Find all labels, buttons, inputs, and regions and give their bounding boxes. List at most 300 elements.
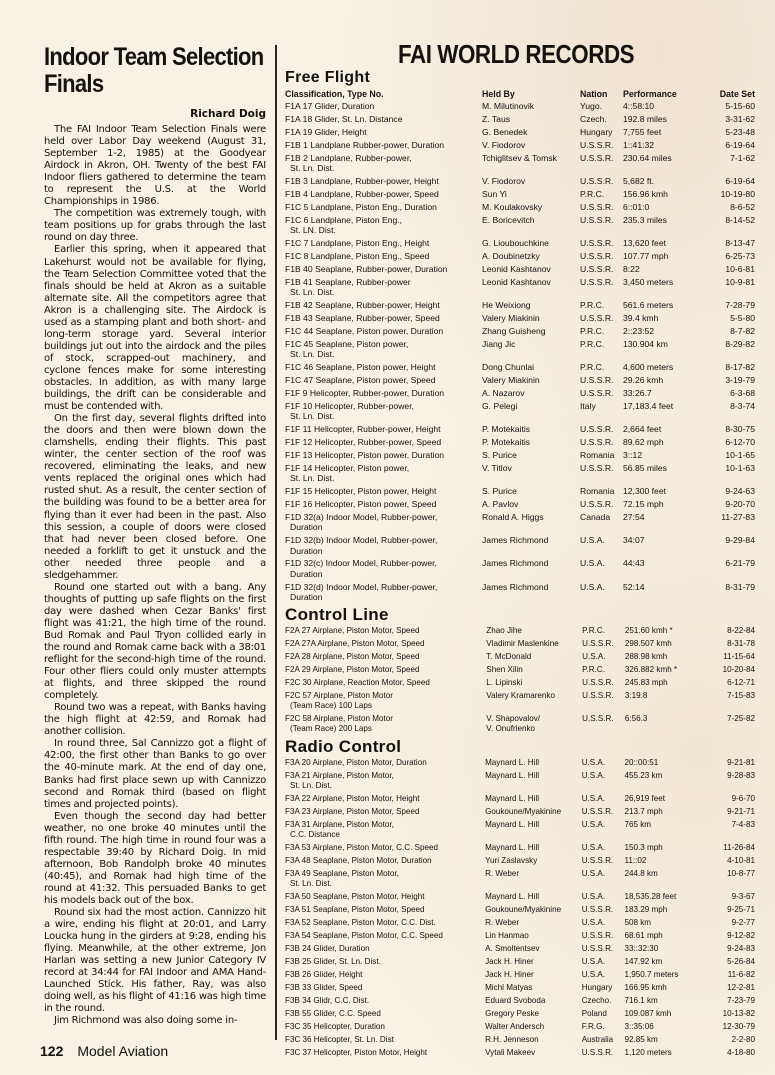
performance-cell: 288.98 kmh [624, 651, 668, 661]
classification-cell [285, 512, 482, 535]
classification-subtext: St. Ln. Dist. [290, 287, 335, 298]
nation-cell: P.R.C. [580, 362, 605, 373]
table-row [285, 970, 755, 983]
nation-cell: P.R.C. [582, 625, 605, 635]
classification-text: F3A 53 Airplane, Piston Motor, C.C. Speed [285, 843, 438, 853]
date-set-cell: 6-12-71 [727, 677, 755, 687]
held-by-cell [486, 691, 582, 714]
date-set-cell: 11-15-64 [723, 651, 755, 661]
nation-cell: U.S.A. [581, 793, 606, 803]
nation-cell: U.S.S.R. [580, 215, 614, 226]
article-paragraph: Jim Richmond was also doing some in- [54, 1015, 238, 1027]
held-by-text: Goukoune/Myakinine [485, 806, 562, 816]
nation-cell: Poland [581, 1008, 607, 1018]
table-row [285, 499, 755, 512]
held-by-text: G. Pelegi [482, 401, 518, 412]
held-by-cell [485, 771, 582, 794]
held-by-text: R. Weber [485, 918, 520, 927]
held-by-cell [486, 626, 582, 639]
held-by-text: Walter Andersch [485, 1021, 545, 1031]
held-by-text: Michl Matyas [485, 982, 533, 992]
table-row [285, 983, 755, 996]
classification-cell [285, 127, 482, 140]
date-set-cell: 8-6-52 [730, 202, 755, 213]
classification-cell [285, 771, 485, 794]
held-by-text: Leonid Kashtanov [482, 277, 551, 288]
table-row [285, 714, 755, 737]
nation-cell: U.S.A. [580, 558, 605, 569]
classification-cell [285, 339, 482, 362]
nation-cell: U.S.S.R. [580, 499, 614, 510]
table-row [285, 362, 755, 375]
held-by-text: V. Titlov [482, 463, 512, 474]
held-by-cell [486, 714, 582, 737]
held-by-cell [482, 512, 580, 535]
classification-cell [285, 758, 485, 771]
performance-cell: 7,755 feet [623, 127, 662, 138]
classification-text: F3A 20 Airplane, Piston Motor, Duration [285, 757, 427, 767]
held-by-text: Z. Taus [482, 114, 511, 125]
held-by-text: Zhao Jihe [486, 625, 522, 635]
table-row [285, 339, 755, 362]
held-by-text: Goukoune/Myakinine [485, 905, 562, 915]
nation-cell: U.S.A. [581, 770, 606, 780]
performance-cell: 326.882 kmh * [624, 664, 678, 674]
classification-cell [285, 652, 486, 665]
held-by-cell [482, 558, 580, 581]
classification-text: F1C 44 Seaplane, Piston power, Duration [285, 326, 444, 337]
article-paragraph: Round two was a repeat, with Banks having the high flight at 42:59, and Romak had another collision. [44, 702, 266, 738]
section-title: Control Line [285, 604, 389, 624]
performance-cell: 3::35:06 [624, 1021, 654, 1031]
classification-text: F3A 54 Seaplane, Piston Motor, C.C. Speed [285, 930, 443, 940]
held-by-cell [482, 277, 580, 300]
classification-text: F1A 19 Glider, Height [285, 127, 367, 138]
table-row [285, 424, 755, 437]
held-by-cell [485, 918, 582, 931]
performance-cell: 244.8 km [624, 868, 658, 878]
table-row [285, 251, 755, 264]
article-byline: Richard Doig [190, 108, 266, 120]
date-set-cell: 10-19-80 [720, 189, 755, 200]
nation-cell: U.S.S.R. [580, 313, 614, 324]
classification-text: F1D 32(a) Indoor Model, Rubber-power, [285, 512, 438, 523]
classification-text: F2A 27A Airplane, Piston Motor, Speed [285, 638, 425, 648]
classification-cell [285, 437, 482, 450]
held-by-text: G. Benedek [482, 127, 528, 138]
held-by-cell [482, 140, 580, 153]
performance-cell: 52:14 [623, 581, 645, 592]
classification-cell [285, 639, 486, 652]
nation-cell: P.R.C. [580, 326, 605, 337]
classification-cell [285, 970, 485, 983]
table-row [285, 535, 755, 558]
classification-text: F3A 23 Airplane, Piston Motor, Speed [285, 806, 420, 816]
date-set-cell: 7-28-79 [725, 300, 755, 311]
classification-subtext: (Team Race) 200 Laps [290, 723, 372, 733]
performance-cell: 72.15 mph [623, 499, 664, 510]
classification-text: F3B 55 Glider, C.C. Speed [285, 1008, 381, 1018]
nation-cell: U.S.S.R. [581, 1047, 614, 1057]
date-set-cell: 9-3-67 [731, 892, 755, 902]
held-by-text: R.H. Jenneson [485, 1034, 539, 1044]
classification-text: F2A 29 Airplane, Piston Motor, Speed [285, 664, 420, 674]
classification-text: F1B 42 Seaplane, Rubber-power, Height [285, 300, 440, 311]
performance-cell: 109.087 kmh [624, 1008, 672, 1018]
held-by-cell [482, 313, 580, 326]
classification-cell [285, 313, 482, 326]
classification-cell [285, 892, 485, 905]
table-row [285, 652, 755, 665]
nation-cell: U.S.S.R. [580, 277, 614, 288]
performance-cell: 89.62 mph [623, 437, 664, 448]
nation-cell: P.R.C. [580, 189, 605, 200]
article-paragraph: In round three, Sal Cannizzo got a flight of 42:00, the first other than Banks to go over the 40-minute mark. At the end of day one, Banks had first place sewn up with Cannizzo second and Romak third (based on flight times and projected points). [44, 738, 266, 810]
held-by-text: Valery Miakinin [482, 313, 540, 324]
table-row [285, 401, 755, 424]
table-row [285, 375, 755, 388]
held-by-cell [482, 535, 580, 558]
performance-cell: 4::58:10 [623, 101, 655, 112]
classification-cell [285, 375, 482, 388]
date-set-cell: 10-1-63 [725, 463, 755, 474]
classification-text: F3C 36 Helicopter, St. Ln. Dist [285, 1034, 394, 1044]
held-by-text: Eduard Svoboda [485, 995, 546, 1005]
date-set-cell: 5-23-48 [725, 127, 755, 138]
held-by-text: Maynard L. Hill [485, 757, 540, 767]
classification-cell [285, 388, 482, 401]
held-by-cell [482, 437, 580, 450]
article-column [44, 44, 266, 1028]
performance-cell: 147.92 km [624, 956, 663, 966]
classification-text: F1B 41 Seaplane, Rubber-power [285, 277, 411, 288]
held-by-text: Valery Kramarenko [486, 690, 555, 700]
held-by-text: Zhang Guisheng [482, 326, 546, 337]
classification-cell [285, 918, 485, 931]
table-row [285, 918, 755, 931]
classification-cell [285, 931, 485, 944]
classification-cell [285, 1009, 485, 1022]
performance-cell: 29.26 kmh [623, 375, 664, 386]
held-by-text: Jack H. Hiner [485, 969, 534, 979]
held-by-text: S. Purice [482, 486, 517, 497]
classification-text: F1C 46 Seaplane, Piston power, Height [285, 362, 436, 373]
held-by-text: Maynard L. Hill [485, 793, 540, 803]
classification-text: F2C 58 Airplane, Piston Motor [285, 713, 393, 723]
nation-cell: U.S.S.R. [580, 251, 614, 262]
classification-cell [285, 401, 482, 424]
performance-cell: 27:54 [623, 512, 645, 523]
held-by-cell [485, 794, 582, 807]
held-by-cell [485, 944, 582, 957]
performance-cell: 11::02 [624, 855, 647, 865]
date-set-cell: 4-18-80 [727, 1047, 755, 1057]
classification-cell [285, 251, 482, 264]
classification-text: F1D 32(c) Indoor Model, Rubber-power, [285, 558, 437, 569]
classification-cell [285, 424, 482, 437]
held-by-text: E. Boricevitch [482, 215, 535, 226]
performance-cell: 765 km [624, 819, 652, 829]
table-row [285, 807, 755, 820]
records-table [285, 89, 755, 605]
held-by-text: A. Smoltentsev [485, 943, 540, 953]
classification-cell [285, 794, 485, 807]
nation-cell: P.R.C. [580, 339, 605, 350]
table-row [285, 558, 755, 581]
date-set-cell: 3-19-79 [725, 375, 755, 386]
classification-subtext: C.C. Distance [290, 830, 340, 840]
date-set-cell: 7-1-62 [730, 153, 755, 164]
classification-cell [285, 843, 485, 856]
nation-cell: F.R.G. [581, 1021, 605, 1031]
classification-subtext: St. Ln. Dist. [290, 473, 335, 484]
held-by-text: Sun Yi [482, 189, 507, 200]
classification-cell [285, 486, 482, 499]
held-by-cell [485, 758, 582, 771]
performance-cell: 44:43 [623, 558, 645, 569]
classification-text: F1D 32(b) Indoor Model, Rubber-power, [285, 535, 438, 546]
classification-cell [285, 114, 482, 127]
date-set-cell: 2-2-80 [731, 1034, 755, 1044]
article-paragraph: Even though the second day had better weather, no one broke 40 minutes until the fifth round. The high time in round four was a respectable 39:40 by Richard Doig. In mid afternoon, Bob Randolph broke 40 minutes (40:45), and Romak had high time of the round at 41:32. This persuaded Banks to get his models back out of the box. [44, 810, 266, 906]
held-by-text: Maynard L. Hill [485, 819, 540, 829]
held-by-cell [482, 582, 580, 605]
held-by-cell [485, 970, 582, 983]
section-title: Radio Control [285, 736, 402, 756]
article-title: Indoor Team Selection Finals [44, 43, 264, 98]
article-paragraph: Round six had the most action. Cannizzo hit a wire, ending his flight at 20:01, and Larry Loucka hung in the girders at 9:28, ending his flying. Meanwhile, at the other extreme, Jon Harlan was setting a new Junior Category IV record at 34:44 for FAI Indoor and AMA Hand-Launched Stick. His father, Ray, was also doing well, as his flight of 41:16 was high time in the round. [44, 907, 266, 1015]
date-set-cell: 9-28-83 [727, 770, 755, 780]
date-set-cell: 9-21-71 [727, 806, 755, 816]
nation-cell: U.S.S.R. [580, 437, 614, 448]
classification-text: F1F 15 Helicopter, Piston power, Height [285, 486, 437, 497]
classification-text: F3A 31 Airplane, Piston Motor, [285, 819, 394, 829]
classification-cell [285, 463, 482, 486]
held-by-text: Maynard L. Hill [485, 892, 540, 902]
held-by-text: Ronald A. Higgs [482, 512, 544, 523]
performance-cell: 298.507 kmh [624, 638, 672, 648]
classification-cell [285, 140, 482, 153]
held-by-text: G. Lioubouchkine [482, 238, 549, 249]
held-by-cell [485, 1022, 582, 1035]
classification-text: F1C 45 Seaplane, Piston power, [285, 339, 409, 350]
performance-cell: 34:07 [623, 535, 645, 546]
table-row [285, 189, 755, 202]
held-by-cell [482, 300, 580, 313]
date-set-cell: 9-24-83 [727, 943, 755, 953]
nation-cell: Yugo. [580, 101, 602, 112]
classification-cell [285, 238, 482, 251]
held-by-text: Lin Hanmao [485, 930, 529, 940]
nation-cell: U.S.S.R. [581, 855, 614, 865]
classification-text: F1C 6 Landplane, Piston Eng., [285, 215, 403, 226]
performance-cell: 2::23:52 [623, 326, 655, 337]
performance-cell: 33:26.7 [623, 388, 652, 399]
nation-cell: Hungary [581, 982, 613, 992]
magazine-name: Model Aviation [77, 1043, 169, 1059]
date-set-cell: 5-26-84 [727, 956, 755, 966]
held-by-cell [485, 856, 582, 869]
classification-cell [285, 1035, 485, 1048]
performance-cell: 26,919 feet [624, 793, 665, 803]
date-set-cell: 11-6-82 [727, 969, 755, 979]
table-row [285, 264, 755, 277]
performance-cell: 3,450 meters [623, 277, 674, 288]
held-by-cell [486, 678, 582, 691]
date-set-cell: 9-24-63 [725, 486, 755, 497]
article-paragraph: On the first day, several flights drifted into the doors and then were blown down the clamshells, ending their flights. This past winter, the center section of the roof was recovered, eliminating the leaks, and new vents replaced the original ones which had rusted shut. As a result, the center section of the building was found to be a better area for flying than it ever had been in the past. Also this session, a couple of doors were closed that had never been closed before. One needed a forklift to get it unstuck and the other needed three people and a sledgehammer. [44, 413, 266, 581]
column-header: Classification, Type No. [285, 89, 384, 99]
performance-cell: 716.1 km [624, 995, 658, 1005]
nation-cell: U.S.S.R. [580, 140, 614, 151]
classification-subtext: St. Ln. Dist. [290, 879, 332, 889]
held-by-cell [485, 807, 582, 820]
classification-cell [285, 996, 485, 1009]
held-by-cell [482, 238, 580, 251]
classification-text: F3C 35 Helicopter, Duration [285, 1021, 385, 1031]
classification-cell [285, 450, 482, 463]
performance-cell: 68.61 mph [624, 930, 663, 940]
held-by-cell [482, 499, 580, 512]
nation-cell: U.S.S.R. [580, 153, 614, 164]
classification-text: F1C 5 Landplane, Piston Eng., Duration [285, 202, 437, 213]
table-row [285, 388, 755, 401]
table-row [285, 238, 755, 251]
held-by-text: He Weixiong [482, 300, 531, 311]
table-row [285, 869, 755, 892]
held-by-text: Valery Miakinin [482, 375, 540, 386]
classification-text: F3A 21 Airplane, Piston Motor, [285, 770, 394, 780]
held-by-cell [482, 388, 580, 401]
nation-cell: P.R.C. [582, 664, 605, 674]
performance-cell: 150.3 mph [624, 843, 663, 853]
table-row [285, 665, 755, 678]
performance-cell: 5,682 ft. [623, 176, 655, 187]
date-set-cell: 8-30-75 [725, 424, 755, 435]
nation-cell: Czecho. [581, 995, 612, 1005]
nation-cell: U.S.S.R. [582, 713, 614, 723]
classification-text: F1F 16 Helicopter, Piston power, Speed [285, 499, 437, 510]
classification-cell [285, 691, 486, 714]
table-row [285, 678, 755, 691]
article-paragraph: The competition was extremely tough, with team positions up for grabs through the last round on day three. [44, 208, 266, 244]
classification-subtext: Duration [290, 522, 323, 533]
held-by-cell [482, 486, 580, 499]
table-row [285, 114, 755, 127]
held-by-cell [485, 1048, 582, 1061]
date-set-cell: 10-6-81 [725, 264, 755, 275]
date-set-cell: 8-31-78 [727, 638, 755, 648]
held-by-text: Gregory Peske [485, 1008, 540, 1018]
performance-cell: 92.85 km [624, 1034, 658, 1044]
date-set-cell: 5-15-60 [725, 101, 755, 112]
held-by-cell [482, 362, 580, 375]
held-by-cell [482, 450, 580, 463]
classification-text: F3B 26 Glider, Height [285, 969, 363, 979]
held-by-text: A. Pavlov [482, 499, 519, 510]
nation-cell: U.S.S.R. [580, 176, 614, 187]
column-header: Date Set [719, 89, 755, 99]
classification-cell [285, 535, 482, 558]
table-row [285, 957, 755, 970]
date-set-cell: 10-1-65 [725, 450, 755, 461]
held-by-text: A. Doubinetzky [482, 251, 540, 262]
date-set-cell: 11-26-84 [723, 843, 755, 853]
performance-cell: 130.904 km [623, 339, 668, 350]
performance-cell: 1,120 meters [624, 1047, 672, 1057]
nation-cell: U.S.S.R. [581, 943, 614, 953]
nation-cell: U.S.S.R. [582, 638, 614, 648]
classification-cell [285, 957, 485, 970]
nation-cell: U.S.A. [582, 651, 606, 661]
classification-cell [285, 582, 482, 605]
classification-text: F3A 51 Seaplane, Piston Motor, Speed [285, 905, 425, 915]
date-set-cell: 7-25-82 [727, 713, 755, 723]
held-by-text: Maynard L. Hill [485, 843, 540, 853]
held-by-cell [485, 957, 582, 970]
performance-cell: 12,300 feet [623, 486, 667, 497]
classification-cell [285, 300, 482, 313]
nation-cell: U.S.S.R. [582, 677, 614, 687]
date-set-cell: 7-15-83 [727, 690, 755, 700]
classification-cell [285, 626, 486, 639]
table-row [285, 127, 755, 140]
held-by-text: James Richmond [482, 535, 549, 546]
table-row [285, 313, 755, 326]
held-by-text: P. Motekaitis [482, 424, 531, 435]
held-by-text: M. Milutinovik [482, 101, 535, 112]
nation-cell: U.S.S.R. [580, 264, 614, 275]
classification-text: F1B 1 Landplane Rubber-power, Duration [285, 140, 445, 151]
table-row [285, 771, 755, 794]
classification-cell [285, 1022, 485, 1035]
classification-text: F1F 12 Helicopter, Rubber-power, Speed [285, 437, 442, 448]
nation-cell: U.S.A. [581, 918, 606, 927]
held-by-text: Vytali Makeev [485, 1047, 536, 1057]
nation-cell: U.S.S.R. [580, 202, 614, 213]
nation-cell: U.S.S.R. [581, 806, 614, 816]
held-by-cell [482, 127, 580, 140]
held-by-text: R. Weber [485, 868, 520, 878]
held-by-cell [485, 931, 582, 944]
table-row [285, 944, 755, 957]
held-by-cell [482, 176, 580, 189]
held-by-text: James Richmond [482, 558, 549, 569]
table-row [285, 691, 755, 714]
held-by-cell [485, 1009, 582, 1022]
table-row [285, 1035, 755, 1048]
classification-cell [285, 678, 486, 691]
classification-cell [285, 189, 482, 202]
classification-text: F1F 11 Helicopter, Rubber-power, Height [285, 424, 441, 435]
classification-cell [285, 499, 482, 512]
classification-text: F3B 24 Glider, Duration [285, 943, 370, 953]
nation-cell: U.S.A. [581, 757, 606, 767]
performance-cell: 156.96 kmh [623, 189, 668, 200]
held-by-cell [482, 424, 580, 437]
table-row [285, 300, 755, 313]
date-set-cell: 7-23-79 [727, 995, 755, 1005]
article-body [44, 124, 266, 1028]
date-set-cell: 8-31-79 [725, 581, 755, 592]
table-row [285, 856, 755, 869]
classification-cell [285, 558, 482, 581]
performance-cell: 192.8 miles [623, 114, 667, 125]
classification-text: F1F 9 Helicopter, Rubber-power, Duration [285, 388, 445, 399]
nation-cell: U.S.A. [580, 581, 605, 592]
classification-cell [285, 362, 482, 375]
held-by-cell [482, 202, 580, 215]
